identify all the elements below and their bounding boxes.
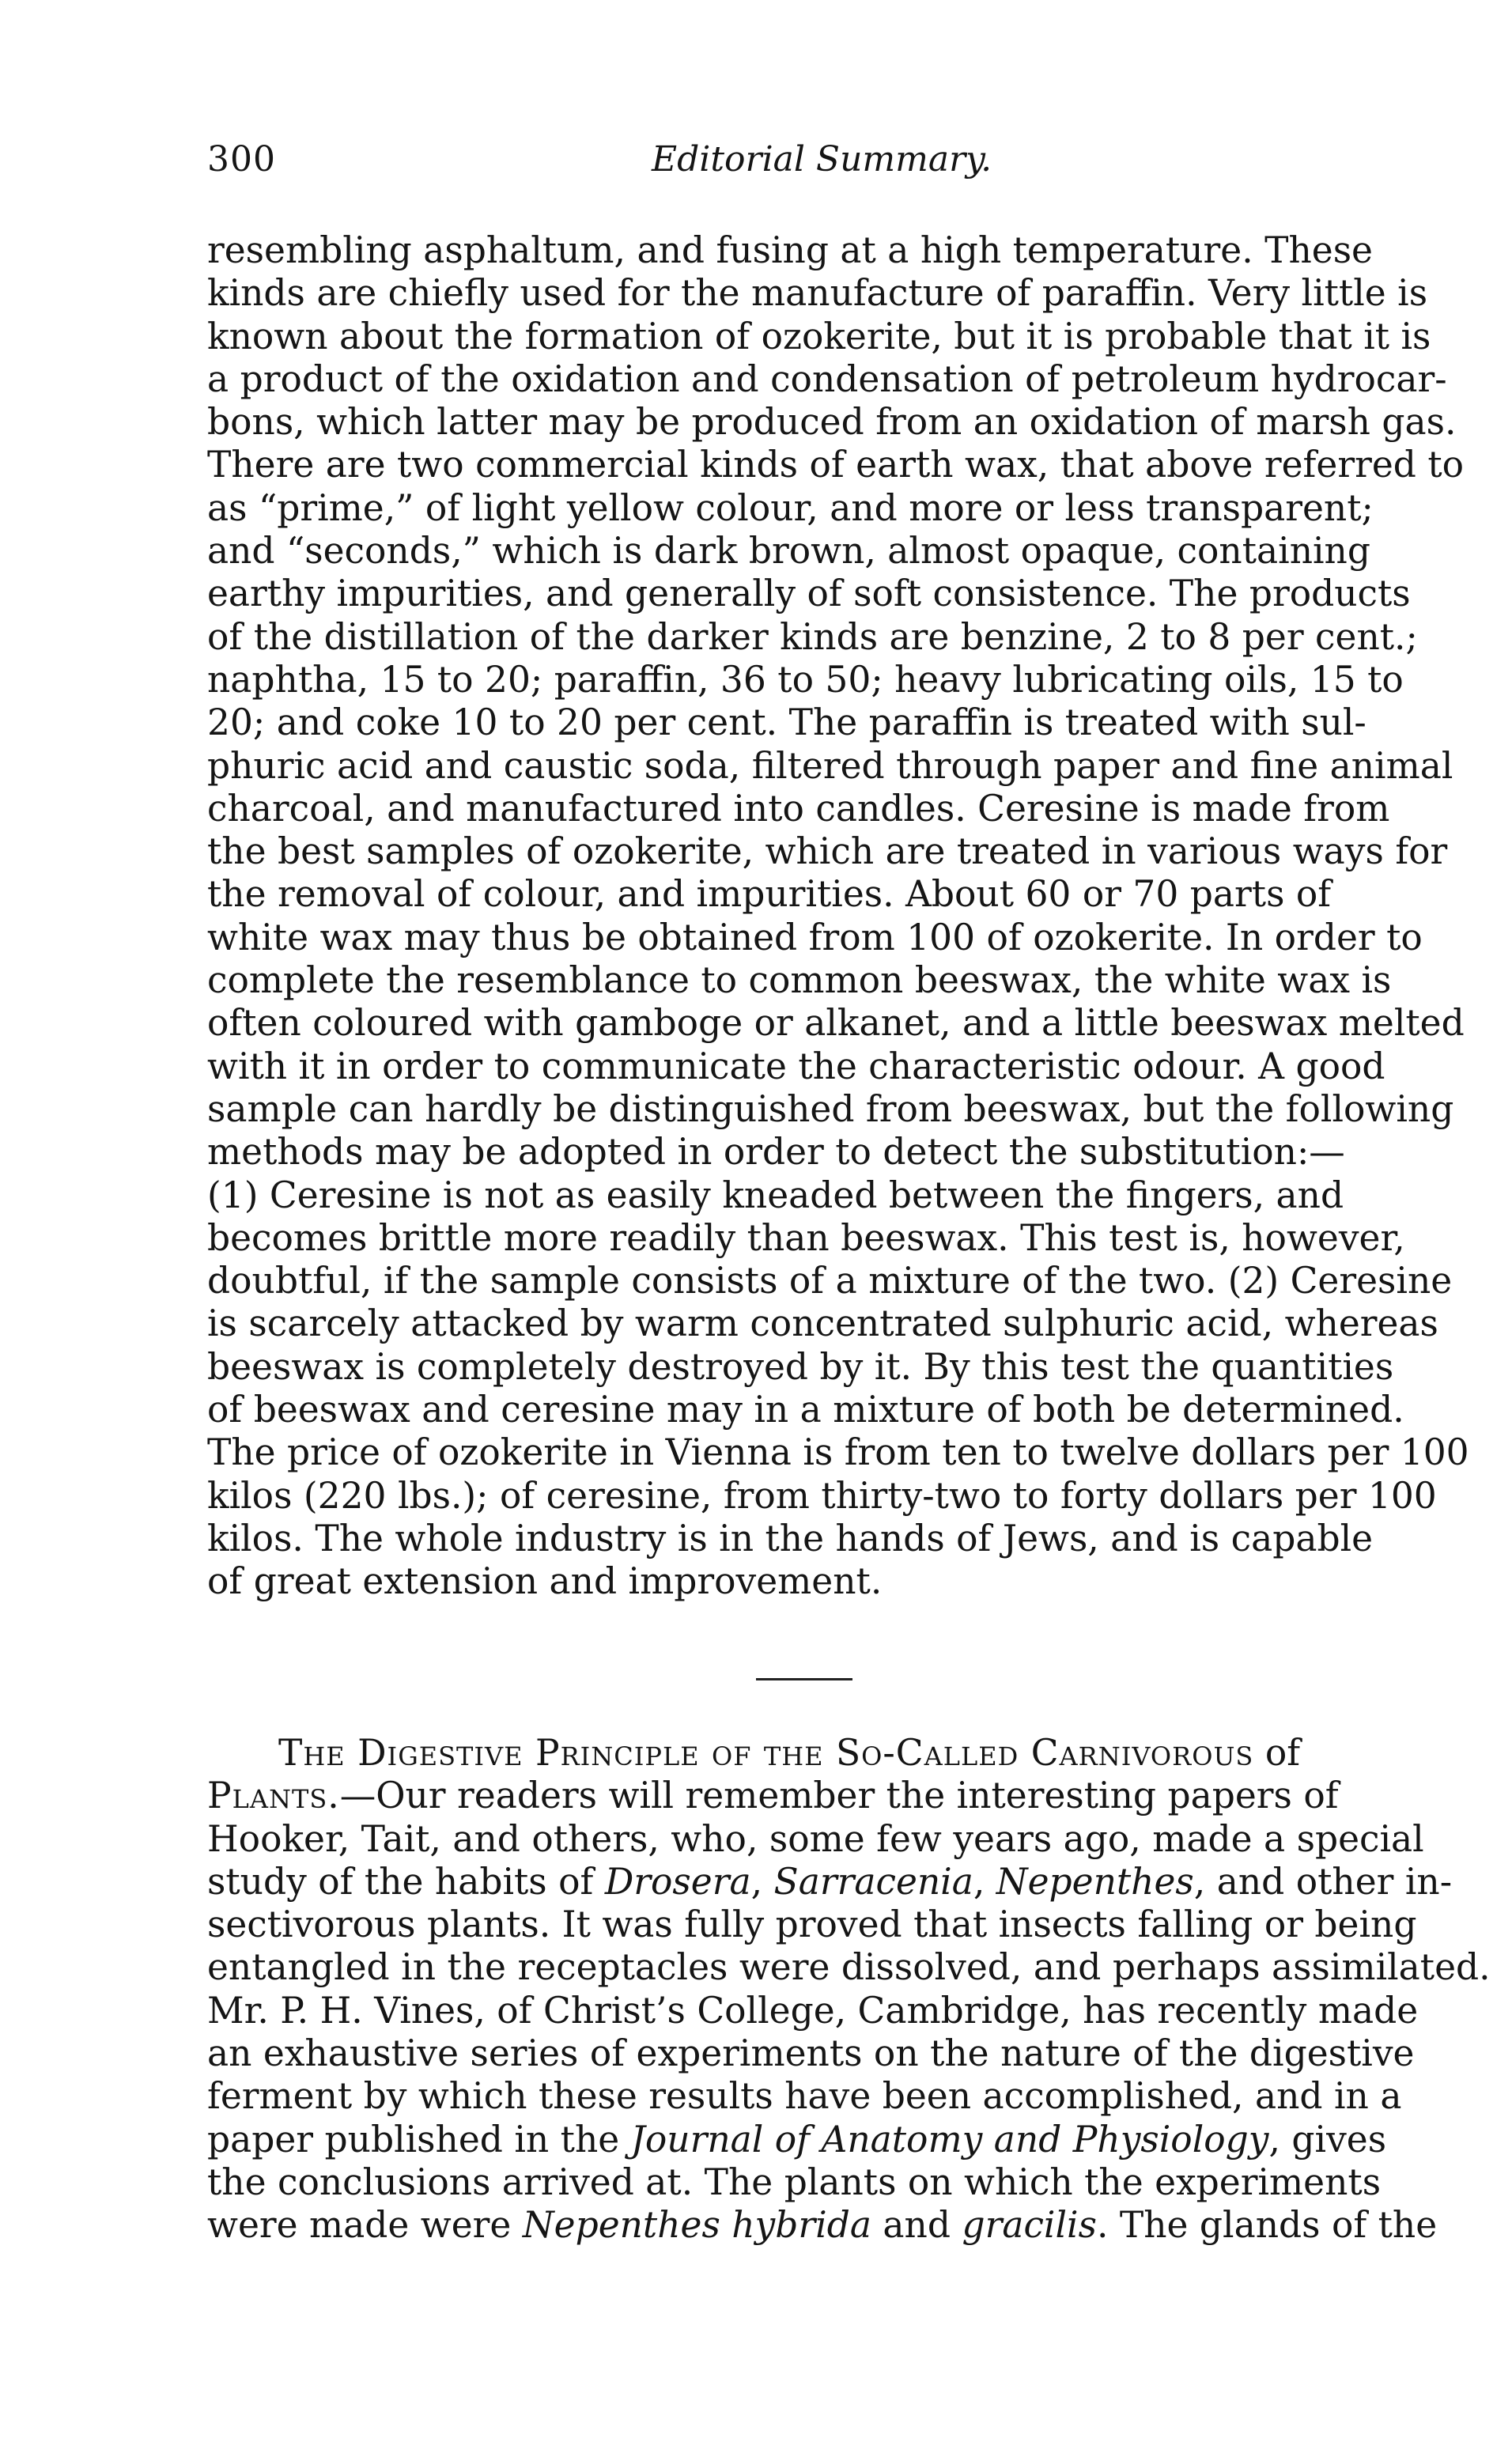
- paragraph-ozokerite: [207, 229, 1504, 1604]
- text-line: a product of the oxidation and condensation of petroleum hydrocar-: [207, 357, 1447, 400]
- text-line: is scarcely attacked by warm concentrated sulphuric acid, whereas: [207, 1302, 1438, 1345]
- text-line: methods may be adopted in order to detect the substitution:—: [207, 1131, 1345, 1174]
- text-line: phuric acid and caustic soda, filtered through paper and fine animal: [207, 744, 1453, 787]
- text-line: known about the formation of ozokerite, but it is probable that it is: [207, 315, 1431, 357]
- running-title: Editorial Summary.: [652, 139, 992, 180]
- text-line: kinds are chiefly used for the manufacture of paraffin. Very little is: [207, 272, 1428, 315]
- text-line: ferment by which these results have been accomplished, and in a: [207, 2075, 1402, 2118]
- text-line: charcoal, and manufactured into candles. Ceresine is made from: [207, 787, 1390, 830]
- text-line: entangled in the receptacles were dissolved, and perhaps assimilated.: [207, 1946, 1491, 1989]
- text-line: naphtha, 15 to 20; paraffin, 36 to 50; heavy lubricating oils, 15 to: [207, 658, 1404, 701]
- species-name: Nepenthes hybrida: [522, 2204, 871, 2247]
- text-line: with it in order to communicate the characteristic odour. A good: [207, 1045, 1385, 1087]
- text-line: [207, 1732, 1504, 1775]
- text-fragment: and: [871, 2204, 962, 2247]
- text-line: There are two commercial kinds of earth wax, that above referred to: [207, 444, 1465, 486]
- text-line: Hooker, Tait, and others, who, some few years ago, made a special: [207, 1817, 1424, 1860]
- text-line: The price of ozokerite in Vienna is from ten to twelve dollars per 100: [207, 1431, 1469, 1474]
- text-fragment: . The glands of the: [1096, 2204, 1438, 2247]
- species-name: gracilis: [962, 2204, 1097, 2247]
- text-line: sectivorous plants. It was fully proved that insects falling or being: [207, 1903, 1417, 1946]
- page-number: 300: [207, 139, 276, 180]
- text-fragment: , and other in-: [1193, 1860, 1453, 1903]
- text-line: and “seconds,” which is dark brown, almost opaque, containing: [207, 530, 1370, 573]
- text-fragment: paper published in the: [207, 2118, 631, 2160]
- text-line: Mr. P. H. Vines, of Christ’s College, Cambridge, has recently made: [207, 1989, 1419, 2032]
- text-line: resembling asphaltum, and fusing at a high temperature. These: [207, 229, 1373, 271]
- section-divider: [756, 1678, 852, 1680]
- text-line: 20; and coke 10 to 20 per cent. The paraffin is treated with sul-: [207, 701, 1366, 744]
- section-heading: The Digestive Principle of the So-Called Carnivorous: [278, 1732, 1254, 1774]
- text-fragment: were made were: [207, 2204, 523, 2247]
- text-line: earthy impurities, and generally of soft consistence. The products: [207, 573, 1411, 615]
- text-line: as “prime,” of light yellow colour, and more or less transparent;: [207, 486, 1374, 529]
- paragraph-carnivorous-plants: [207, 1732, 1504, 2247]
- text-line: [207, 2119, 1504, 2161]
- text-line: of beeswax and ceresine may in a mixture of both be determined.: [207, 1389, 1404, 1431]
- text-line: the best samples of ozokerite, which are treated in various ways for: [207, 830, 1448, 873]
- text-line: sample can hardly be distinguished from beeswax, but the following: [207, 1087, 1454, 1130]
- text-line: of the distillation of the darker kinds are benzine, 2 to 8 per cent.;: [207, 615, 1418, 658]
- text-line: becomes brittle more readily than beeswax. This test is, however,: [207, 1216, 1405, 1259]
- text-line: doubtful, if the sample consists of a mixture of the two. (2) Ceresine: [207, 1260, 1453, 1302]
- text-line: kilos. The whole industry is in the hands of Jews, and is capable: [207, 1517, 1374, 1559]
- text-line: complete the resemblance to common beeswax, the white wax is: [207, 959, 1392, 1002]
- journal-title: Journal of Anatomy and Physiology: [630, 2118, 1269, 2160]
- page-header: [207, 139, 1472, 195]
- text-line: [207, 1775, 1504, 1817]
- text-fragment: of: [1264, 1732, 1301, 1774]
- text-fragment: —Our readers will remember the interesting papers of: [339, 1775, 1339, 1817]
- text-line: (1) Ceresine is not as easily kneaded between the fingers, and: [207, 1174, 1344, 1216]
- text-line: bons, which latter may be produced from an oxidation of marsh gas.: [207, 401, 1457, 444]
- text-line: often coloured with gamboge or alkanet, and a little beeswax melted: [207, 1002, 1465, 1045]
- text-line: the conclusions arrived at. The plants on which the experiments: [207, 2160, 1382, 2203]
- text-line: [207, 1861, 1504, 1903]
- text-line: kilos (220 lbs.); of ceresine, from thirty-two to forty dollars per 100: [207, 1474, 1437, 1517]
- text-line: of great extension and improvement.: [207, 1560, 883, 1603]
- text-line: an exhaustive series of experiments on the nature of the digestive: [207, 2032, 1415, 2075]
- text-fragment: , gives: [1268, 2118, 1387, 2160]
- text-fragment: ,: [973, 1860, 996, 1903]
- text-fragment: study of the habits of: [207, 1860, 605, 1903]
- text-line: [207, 2204, 1504, 2247]
- genus-name: Nepenthes: [996, 1860, 1194, 1903]
- text-line: white wax may thus be obtained from 100 of ozokerite. In order to: [207, 916, 1423, 958]
- genus-name: Sarracenia: [773, 1860, 973, 1903]
- text-line: beeswax is completely destroyed by it. By this test the quantities: [207, 1345, 1394, 1388]
- text-line: the removal of colour, and impurities. About 60 or 70 parts of: [207, 873, 1332, 916]
- text-fragment: ,: [750, 1860, 774, 1903]
- genus-name: Drosera: [604, 1860, 751, 1903]
- section-heading-end: Plants.: [207, 1775, 340, 1817]
